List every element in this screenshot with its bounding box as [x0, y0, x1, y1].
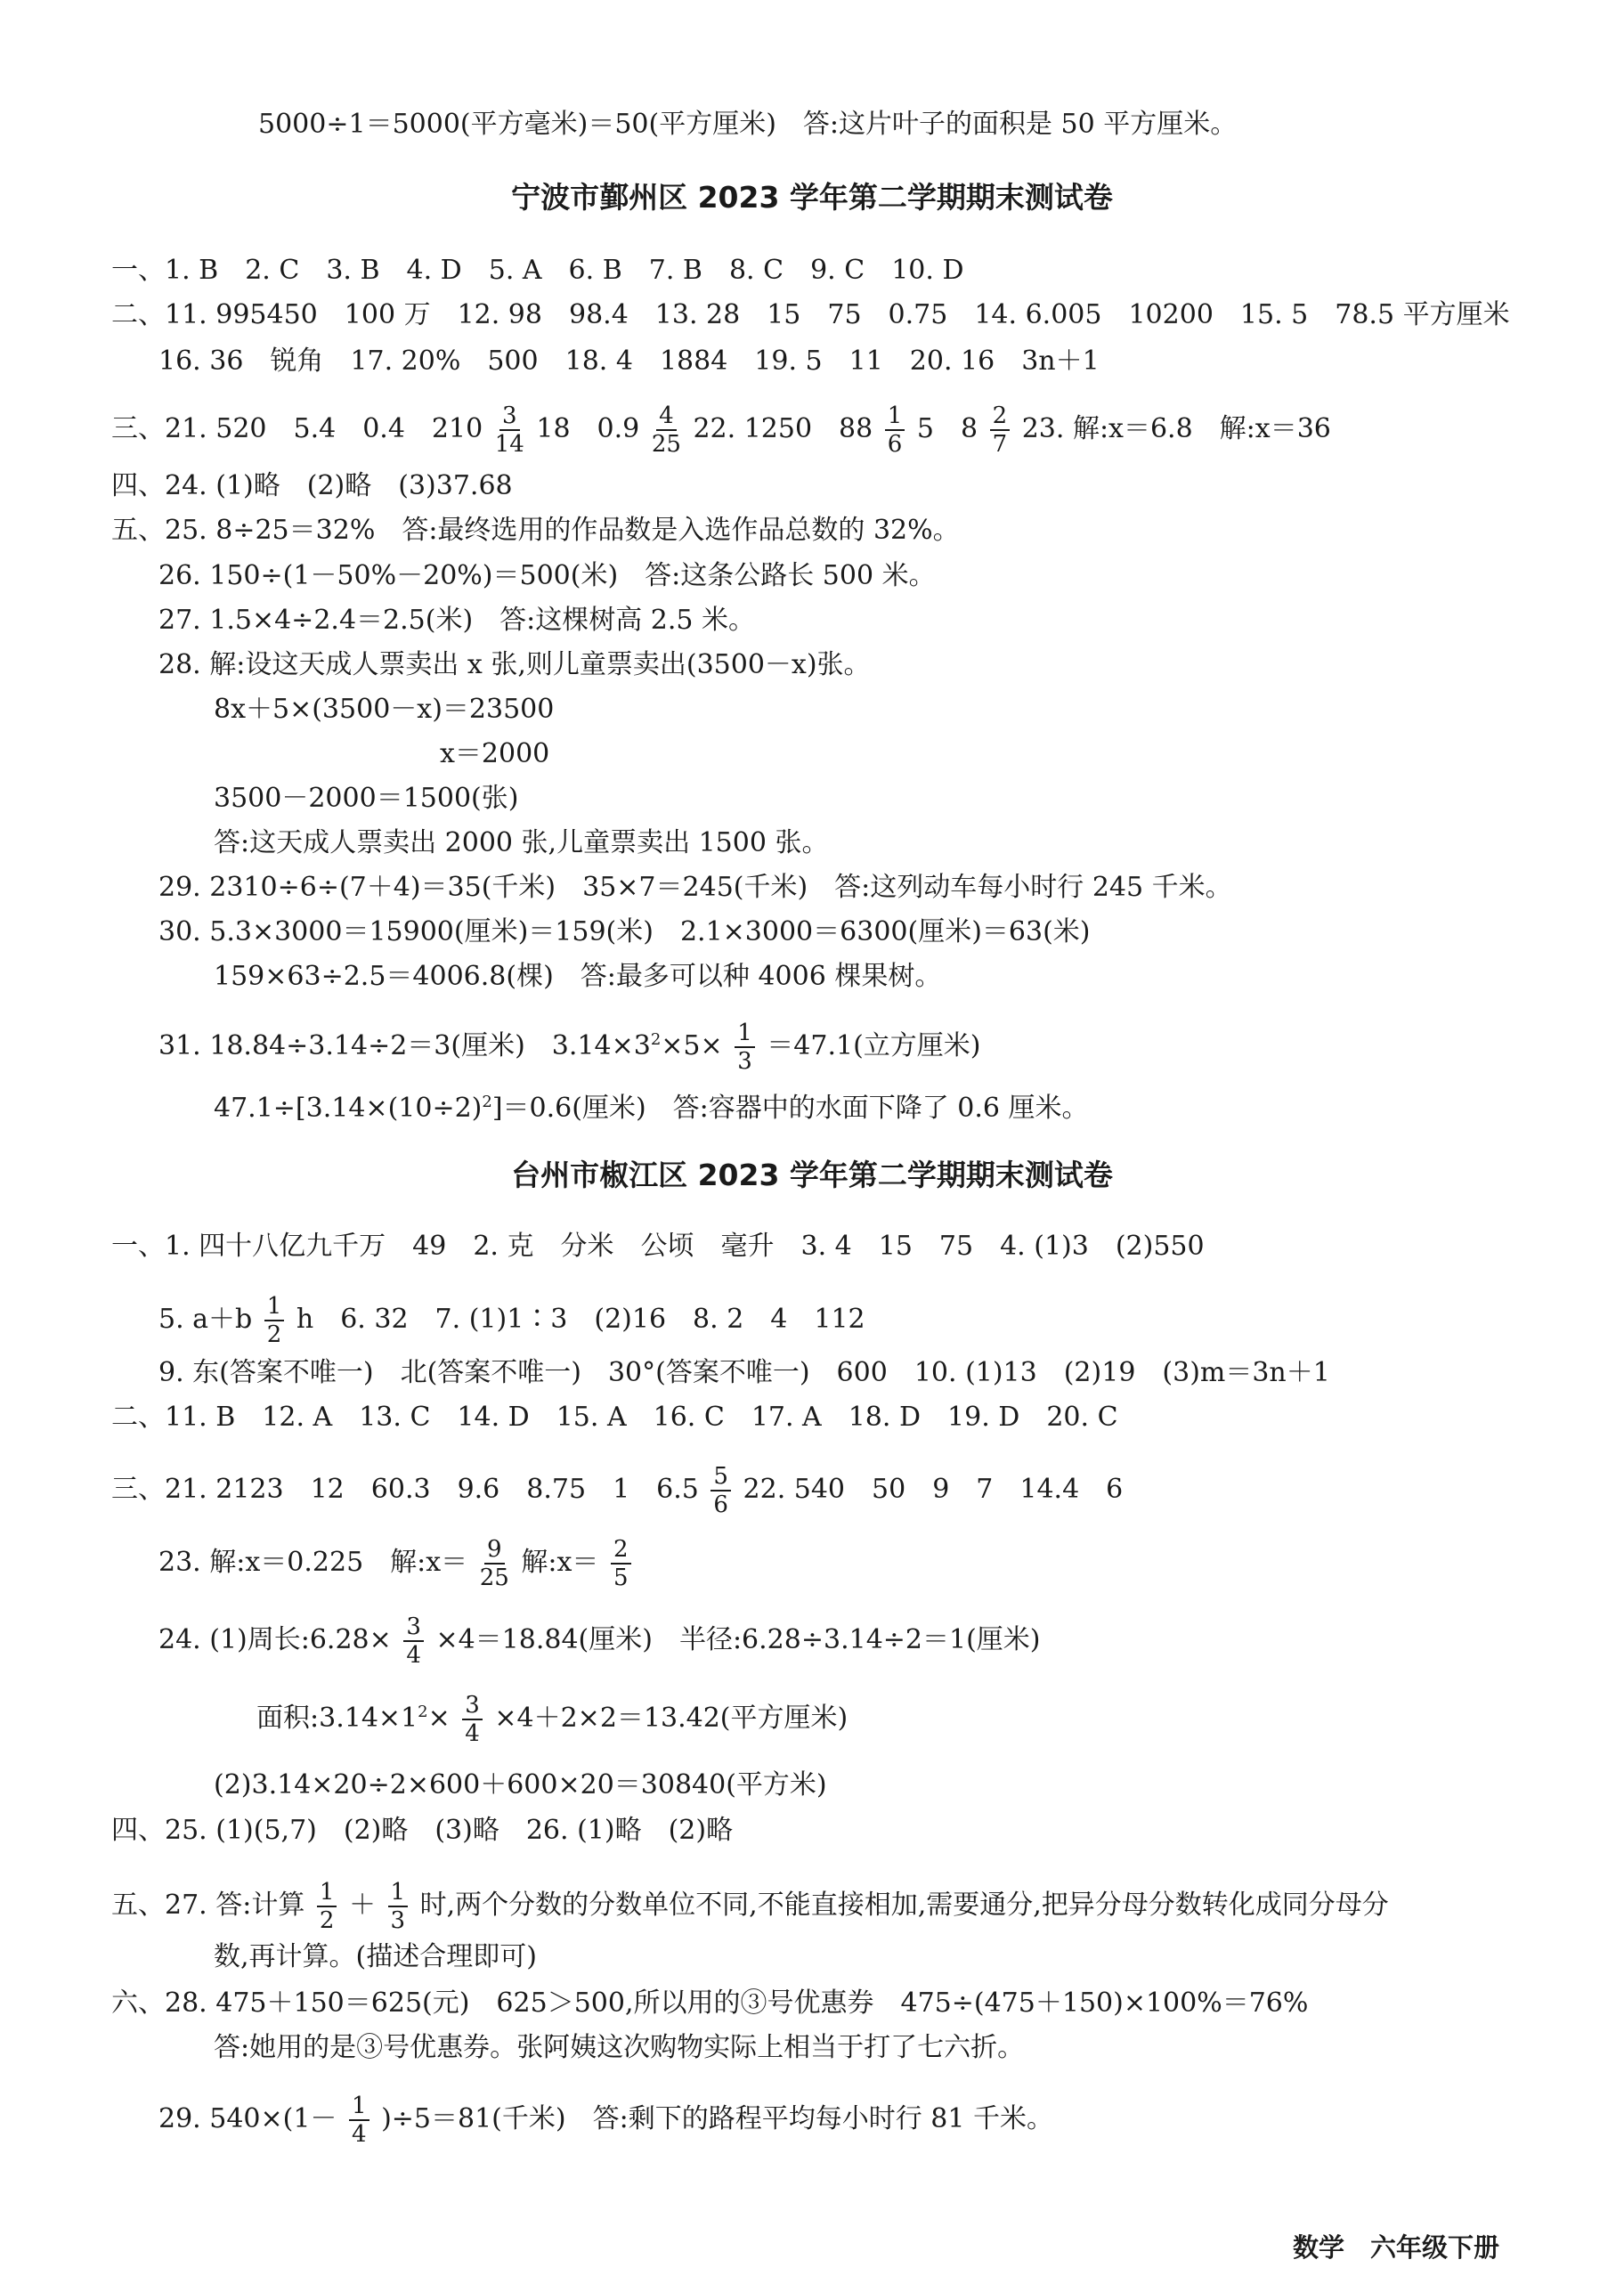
answer-line: 二、11. B 12. A 13. C 14. D 15. A 16. C 17. A 18. D 19. D 20. C	[111, 1402, 1118, 1433]
answer-line: 24. (1)周长:6.28× $\frac{3}{4}$ ×4＝18.84(厘米) 半径:6.28÷3.14÷2＝1(厘米)	[158, 1613, 1041, 1669]
answer-line: 四、24. (1)略 (2)略 (3)37.68	[111, 470, 513, 501]
fraction: $\frac{3}{4}$	[462, 1692, 483, 1747]
fraction: $\frac{2}{5}$	[611, 1536, 631, 1591]
fraction: $\frac{2}{7}$	[990, 402, 1011, 458]
answer-line: 答:这天成人票卖出 2000 张,儿童票卖出 1500 张。	[214, 827, 829, 858]
answer-line: 三、21. 520 5.4 0.4 210 $\frac{3}{14}$ 18 0.9 $\frac{4}{25}$ 22. 1250 88 $\frac{1}{6}$ 5 8 $\frac{2}{7}$ 23. 解:x＝6.8 解:x＝36	[111, 402, 1331, 458]
answer-line: 五、25. 8÷25＝32% 答:最终选用的作品数是入选作品总数的 32%。	[111, 515, 960, 546]
page-footer: 数学 六年级下册	[1292, 2232, 1499, 2263]
section-title: 台州市椒江区 2023 学年第二学期期末测试卷	[511, 1158, 1113, 1192]
answer-line: 31. 18.84÷3.14÷2＝3(厘米) $3.14\times 3^2\times 5\times$ $\frac{1}{3}$ ＝47.1(立方厘米)	[158, 1020, 981, 1075]
fraction: $\frac{1}{3}$	[735, 1020, 755, 1075]
answer-line: 五、27. 答:计算 $\frac{1}{2}$ ＋ $\frac{1}{3}$ 时,两个分数的分数单位不同,不能直接相加,需要通分,把异分母分数转化成同分母分	[111, 1879, 1389, 1934]
answer-line: 一、1. 四十八亿九千万 49 2. 克 分米 公顷 毫升 3. 4 15 75 4. (1)3 (2)550	[111, 1231, 1205, 1262]
answer-line: 159×63÷2.5＝4006.8(棵) 答:最多可以种 4006 棵果树。	[214, 961, 942, 992]
answer-line: 28. 解:设这天成人票卖出 x 张,则儿童票卖出(3500－x)张。	[158, 649, 871, 680]
fraction: $\frac{3}{14}$	[494, 402, 524, 458]
answer-line: 一、1. B 2. C 3. B 4. D 5. A 6. B 7. B 8. C 9. C 10. D	[111, 255, 964, 286]
section-title: 宁波市鄞州区 2023 学年第二学期期末测试卷	[511, 180, 1113, 215]
answer-line: 3500－2000＝1500(张)	[214, 783, 519, 814]
fraction: $\frac{3}{4}$	[403, 1613, 424, 1669]
fraction: $\frac{1}{3}$	[388, 1879, 409, 1934]
fraction: $\frac{1}{2}$	[264, 1293, 285, 1348]
fraction: $\frac{1}{2}$	[317, 1879, 337, 1934]
answer-line: 16. 36 锐角 17. 20% 500 18. 4 1884 19. 5 11 20. 16 3n＋1	[158, 345, 1100, 377]
answer-line: (2)3.14×20÷2×600＋600×20＝30840(平方米)	[214, 1769, 827, 1800]
answer-line: 四、25. (1)(5,7) (2)略 (3)略 26. (1)略 (2)略	[111, 1815, 734, 1846]
answer-line: 二、11. 995450 100 万 12. 98 98.4 13. 28 15 75 0.75 14. 6.005 10200 15. 5 78.5 平方厘米	[111, 299, 1510, 330]
answer-line: 答:她用的是③号优惠券。张阿姨这次购物实际上相当于打了七六折。	[214, 2032, 1025, 2063]
answer-line: x＝2000	[440, 738, 550, 769]
fraction: $\frac{9}{25}$	[479, 1536, 509, 1591]
answer-line: $47.1\div[3.14\times(10\div 2)^2]=0.6$(厘米) 答:容器中的水面下降了 0.6 厘米。	[214, 1093, 1089, 1124]
answer-line: 29. 540×(1－ $\frac{1}{4}$ )÷5＝81(千米) 答:剩下的路程平均每小时行 81 千米。	[158, 2093, 1053, 2148]
answer-line: 27. 1.5×4÷2.4＝2.5(米) 答:这棵树高 2.5 米。	[158, 605, 756, 636]
fraction: $\frac{1}{4}$	[349, 2093, 369, 2148]
answer-line: 六、28. 475＋150＝625(元) 625＞500,所以用的③号优惠券 475÷(475＋150)×100%＝76%	[111, 1987, 1309, 2019]
answer-line: 26. 150÷(1－50%－20%)＝500(米) 答:这条公路长 500 米。	[158, 560, 936, 591]
answer-line: 23. 解:x＝0.225 解:x＝ $\frac{9}{25}$ 解:x＝ $\frac{2}{5}$	[158, 1536, 635, 1591]
answer-line: 9. 东(答案不唯一) 北(答案不唯一) 30°(答案不唯一) 600 10. (1)13 (2)19 (3)m＝3n＋1	[158, 1357, 1330, 1388]
answer-line: 29. 2310÷6÷(7＋4)＝35(千米) 35×7＝245(千米) 答:这列动车每小时行 245 千米。	[158, 872, 1232, 903]
answer-line: 30. 5.3×3000＝15900(厘米)＝159(米) 2.1×3000＝6300(厘米)＝63(米)	[158, 916, 1091, 947]
answer-line: 三、21. 2123 12 60.3 9.6 8.75 1 6.5 $\frac{5}{6}$ 22. 540 50 9 7 14.4 6	[111, 1463, 1124, 1518]
fraction: $\frac{1}{6}$	[885, 402, 905, 458]
answer-line: 5. a＋b $\frac{1}{2}$ h 6. 32 7. (1)1∶3 (2)16 8. 2 4 112	[158, 1293, 865, 1348]
answer-line: 5000÷1＝5000(平方毫米)＝50(平方厘米) 答:这片叶子的面积是 50 平方厘米。	[258, 109, 1238, 140]
fraction: $\frac{4}{25}$	[651, 402, 681, 458]
fraction: $\frac{5}{6}$	[710, 1463, 731, 1518]
answer-line: 数,再计算。(描述合理即可)	[214, 1941, 537, 1972]
answer-line: 8x＋5×(3500－x)＝23500	[214, 694, 555, 725]
answer-line: 面积$:3.14\times 1^2\times$ $\frac{3}{4}$ ×4＋2×2＝13.42(平方厘米)	[256, 1692, 849, 1747]
